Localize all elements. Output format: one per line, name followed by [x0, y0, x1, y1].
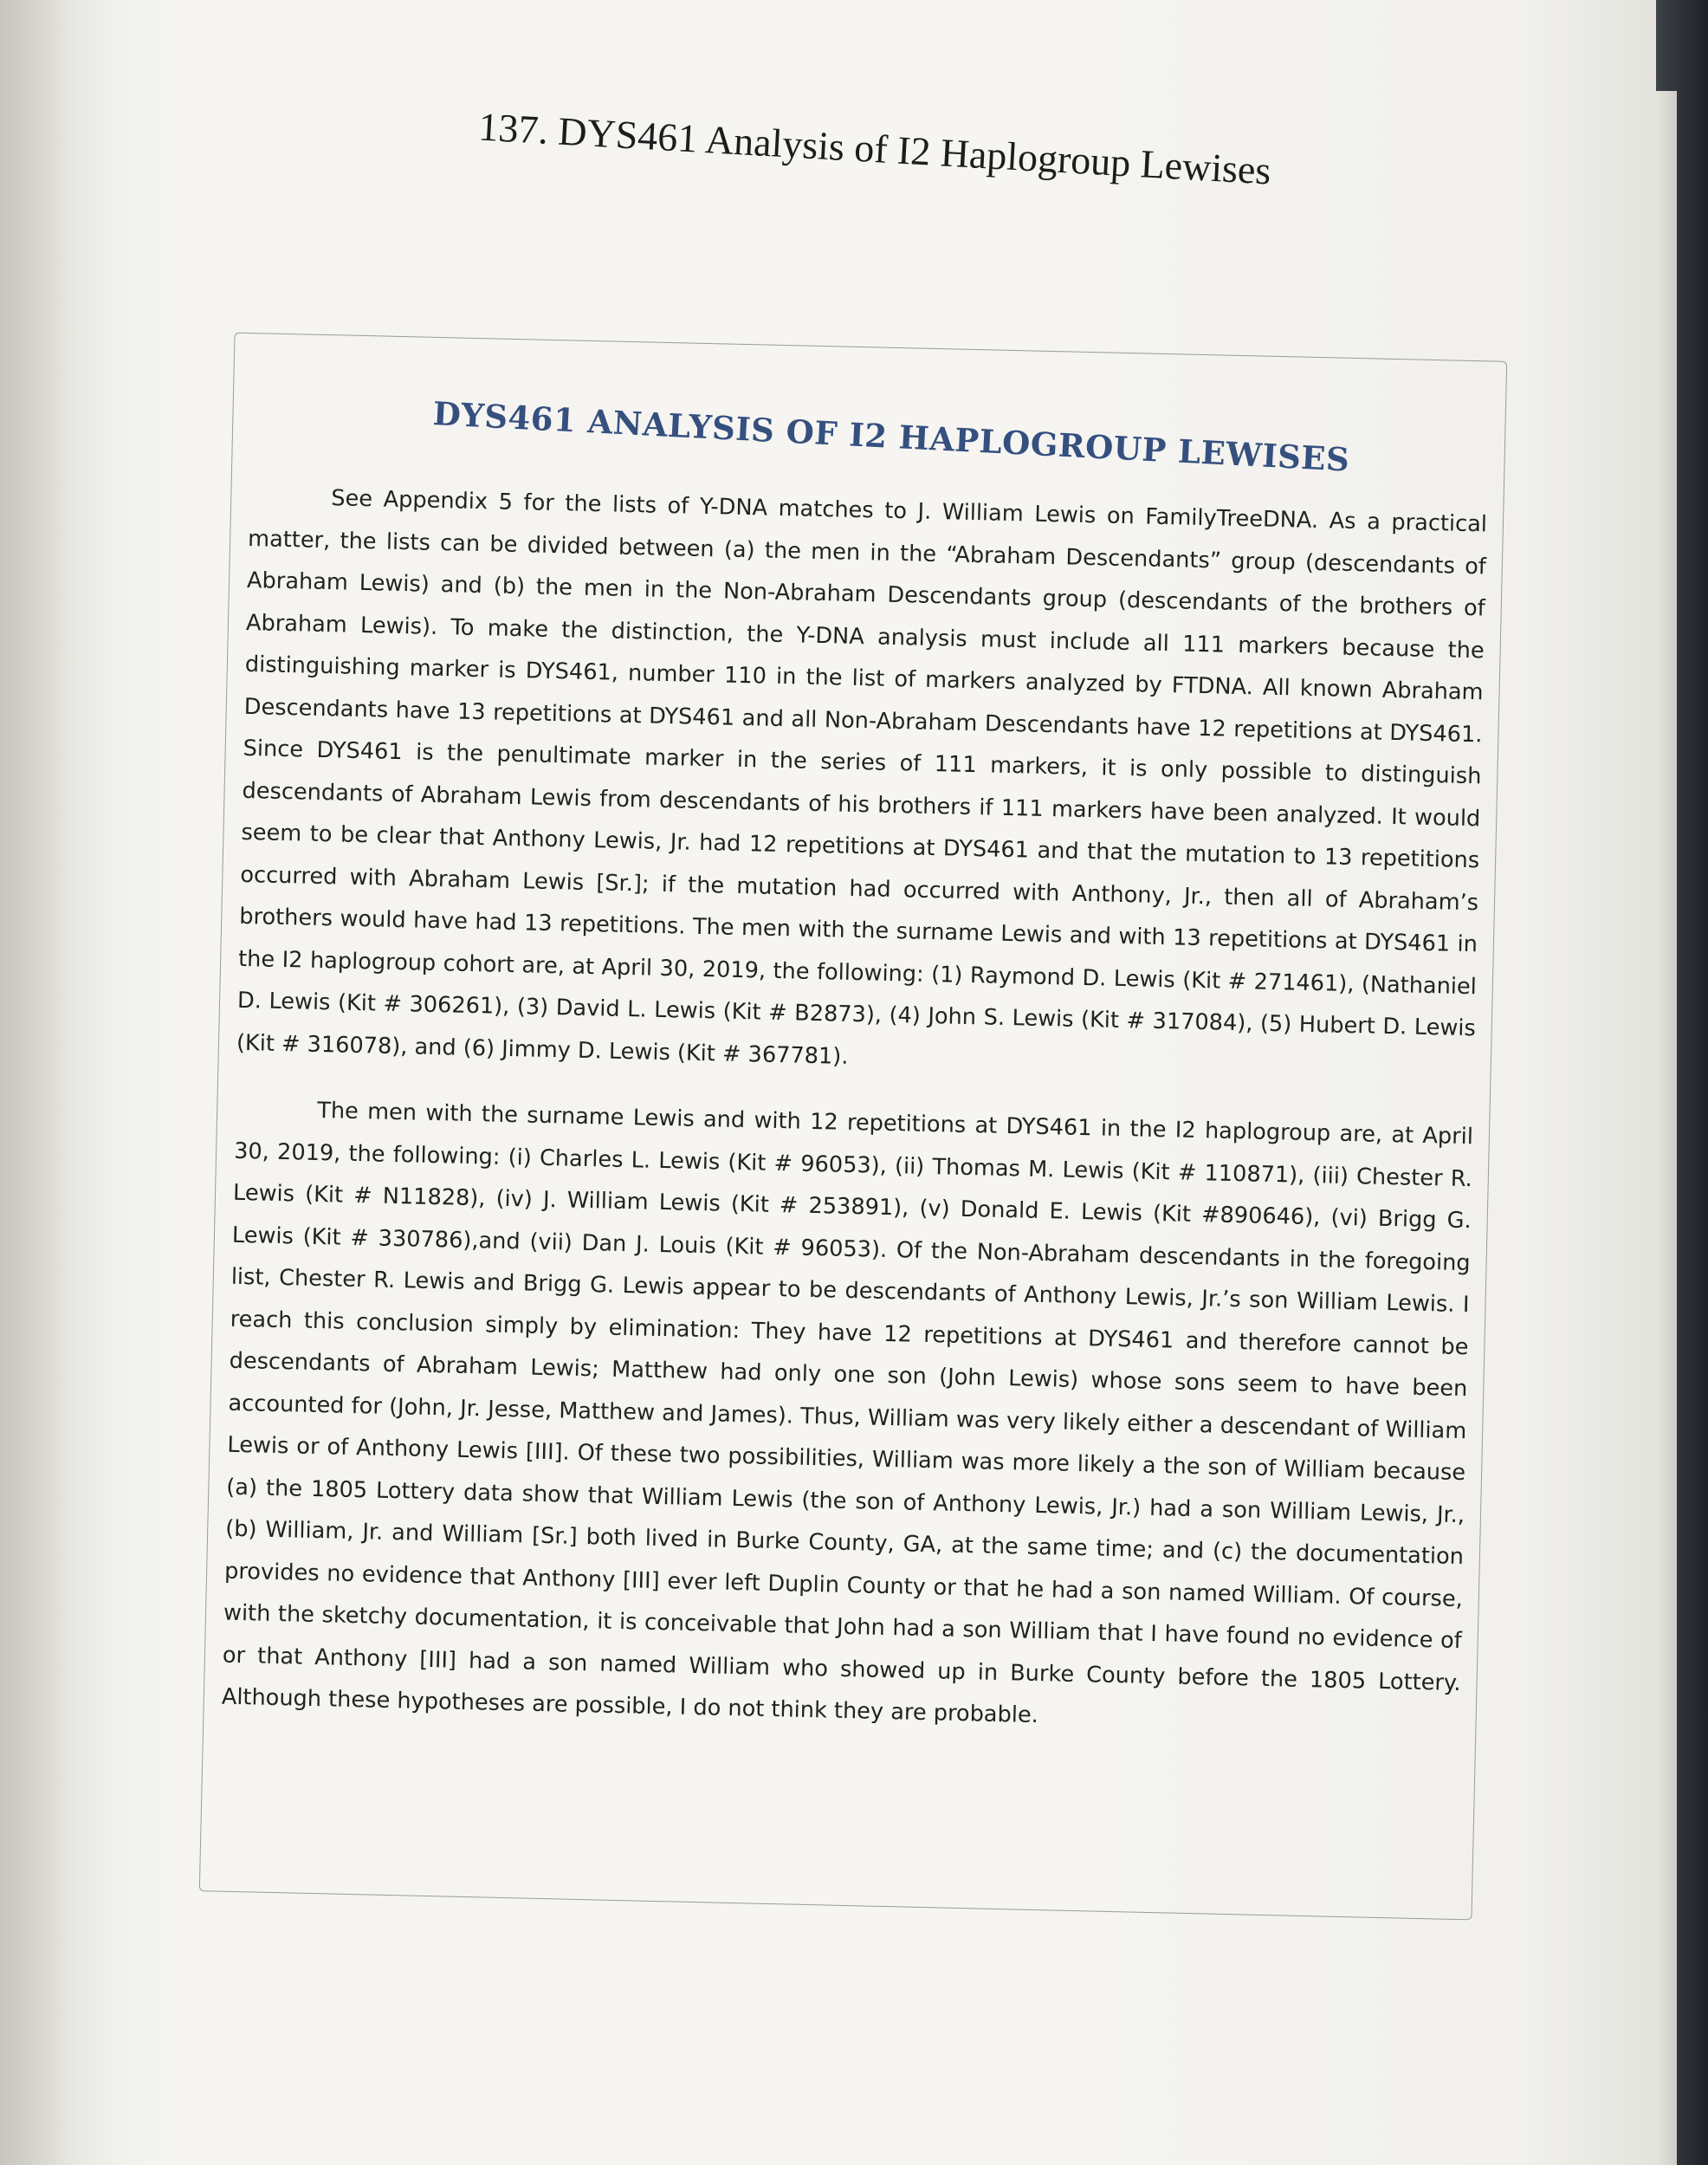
body-paragraph: See Appendix 5 for the lists of Y-DNA matches to J. William Lewis on FamilyTreeDNA. As a practical matter, the lists can be divided between (a) the men in the “Abraham Descendants” group (descendants of Abraham Lewis) and (b) the men in the Non-Abraham Descendants group (descendants of the brothers of Abraham Lewis). To make the distinction, the Y-DNA analysis must include all 111 markers because the distinguishing marker is DYS461, number 110 in the list of markers analyzed by FTDNA. All known Abraham Descendants have 13 repetitions at DYS461 and all Non-Abraham Descendants have 12 repetitions at DYS461. Since DYS461 is the penultimate marker in the series of 111 markers, it is only possible to distinguish descendants of Abraham Lewis from descendants of his brothers if 111 markers have been analyzed. It would seem to be clear that Anthony Lewis, Jr. had 12 repetitions at DYS461 and that the mutation to 13 repetitions occurred with Abraham Lewis [Sr.]; if the mutation had occurred with Anthony, Jr., then all of Abraham’s brothers would have had 13 repetitions. The men with the surname Lewis and with 13 repetitions at DYS461 in the I2 haplogroup cohort are, at April 30, 2019, the following: (1) Raymond D. Lewis (Kit # 271461), (Nathaniel D. Lewis (Kit # 306261), (3) David L. Lewis (Kit # B2873), (4) John S. Lewis (Kit # 317084), (5) Hubert D. Lewis (Kit # 316078), and (6) Jimmy D. Lewis (Kit # 367781). — [236, 485, 1488, 1070]
body-paragraph: The men with the surname Lewis and with 12 repetitions at DYS461 in the I2 haplogroup are, at April 30, 2019, the following: (i) Charles L. Lewis (Kit # 96053), (ii) Thomas M. Lewis (Kit # 110871), (iii) Chester R. Lewis (Kit # N11828), (iv) J. William Lewis (Kit # 253891), (v) Donald E. Lewis (Kit #890646), (vi) Brigg G. Lewis (Kit # 330786),and (vii) Dan J. Louis (Kit # 96053). Of the Non-Abraham descendants in the foregoing list, Chester R. Lewis and Brigg G. Lewis appear to be descendants of Anthony Lewis, Jr.’s son William Lewis. I reach this conclusion simply by elimination: They have 12 repetitions at DYS461 and therefore cannot be descendants of Abraham Lewis; Matthew had only one son (John Lewis) whose sons seem to have been accounted for (John, Jr. Jesse, Matthew and James). Thus, William was very likely either a descendant of William Lewis or of Anthony Lewis [III]. Of these two possibilities, William was more likely a the son of William because (a) the 1805 Lottery data show that William Lewis (the son of Anthony Lewis, Jr.) had a son William Lewis, Jr., (b) William, Jr. and William [Sr.] both lived in Burke County, GA, at the same time; and (c) the documentation provides no evidence that Anthony [III] ever left Duplin County or that he had a son named William. Of course, with the sketchy documentation, it is conceivable that John had a son William that I have found no evidence of or that Anthony [III] had a son named William who showed up in Burke County before the 1805 Lottery. Although these hypotheses are possible, I do not think they are probable. — [221, 1097, 1474, 1729]
text-box-content — [221, 360, 1490, 1747]
box-heading: DYS461 ANALYSIS OF I2 HAPLOGROUP LEWISES — [431, 394, 1351, 479]
chapter-title: 137. DYS461 Analysis of I2 Haplogroup Lewises — [477, 104, 1272, 193]
text-box-frame — [199, 333, 1507, 1921]
